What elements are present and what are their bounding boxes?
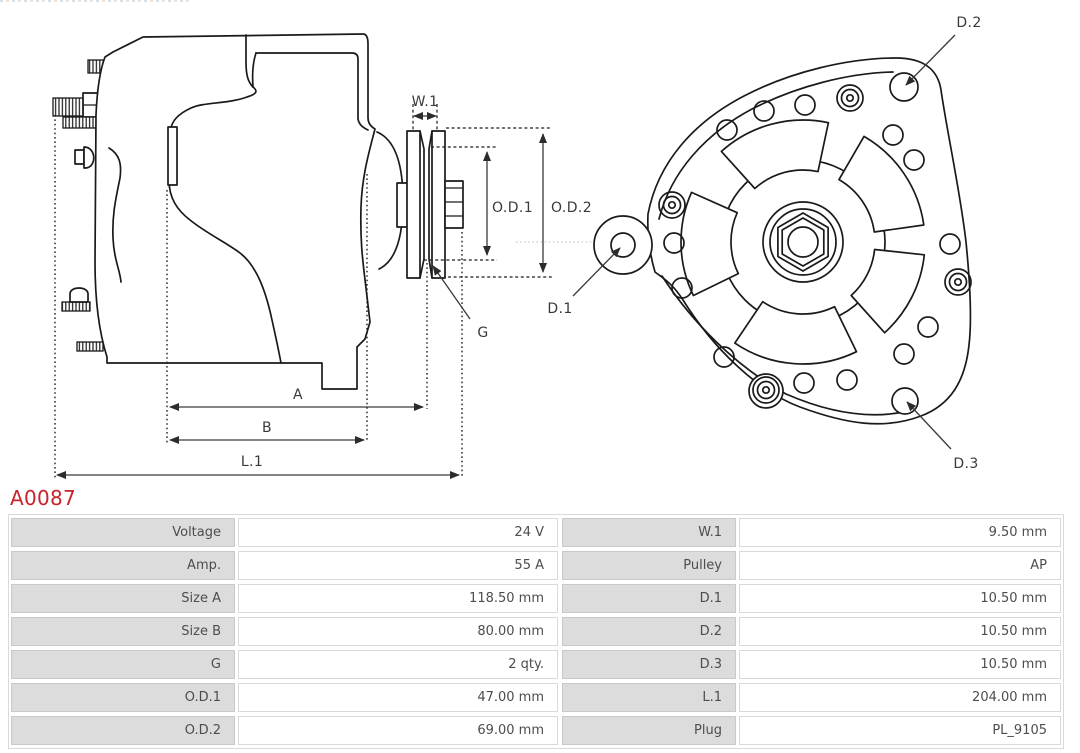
terminal-stud-bottom — [77, 342, 103, 351]
spec-value: 10.50 mm — [739, 584, 1061, 613]
alternator-side-view — [53, 34, 601, 478]
terminal-stud-lower — [62, 302, 90, 311]
dim-label-od1: O.D.1 — [492, 200, 534, 216]
shaft-nut — [763, 202, 843, 282]
dim-label-d2: D.2 — [956, 15, 982, 31]
spec-label: G — [11, 650, 235, 679]
spec-label: Size A — [11, 584, 235, 613]
table-row — [11, 683, 1061, 712]
dim-label-b: B — [261, 420, 273, 436]
spec-label: D.3 — [562, 650, 736, 679]
spec-label: Pulley — [562, 551, 736, 580]
spec-value: 2 qty. — [238, 650, 558, 679]
alternator-rear-view — [547, 15, 981, 472]
spec-label: Amp. — [11, 551, 235, 580]
alternator-body-outline — [95, 34, 375, 389]
spec-label: Plug — [562, 716, 736, 745]
mounting-pad — [168, 127, 177, 185]
terminal-stud-b-plus — [53, 98, 83, 116]
dim-label-d1: D.1 — [547, 301, 573, 317]
spec-value: 80.00 mm — [238, 617, 558, 646]
spec-label: D.1 — [562, 584, 736, 613]
spec-table — [8, 514, 1064, 749]
table-row — [11, 617, 1061, 646]
table-row — [11, 551, 1061, 580]
spec-label: Voltage — [11, 518, 235, 547]
spec-value: AP — [739, 551, 1061, 580]
dim-label-od2: O.D.2 — [551, 200, 593, 216]
dim-label-w1: W.1 — [411, 94, 439, 110]
spec-value: 10.50 mm — [739, 617, 1061, 646]
dim-label-l1: L.1 — [240, 454, 264, 470]
spec-value: 69.00 mm — [238, 716, 558, 745]
spec-label: W.1 — [562, 518, 736, 547]
leader-g — [433, 266, 470, 319]
dim-label-g: G — [477, 325, 489, 341]
spec-label: Size B — [11, 617, 235, 646]
dim-label-a: A — [293, 387, 303, 403]
spec-label: L.1 — [562, 683, 736, 712]
spec-value: 9.50 mm — [739, 518, 1061, 547]
part-number: A0087 — [10, 486, 77, 510]
spec-value: 118.50 mm — [238, 584, 558, 613]
table-row — [11, 584, 1061, 613]
spec-value: 47.00 mm — [238, 683, 558, 712]
dim-label-d3: D.3 — [953, 456, 979, 472]
spec-value: 10.50 mm — [739, 650, 1061, 679]
pulley — [407, 131, 463, 278]
spec-label: D.2 — [562, 617, 736, 646]
spec-value: PL_9105 — [739, 716, 1061, 745]
spec-label: O.D.1 — [11, 683, 235, 712]
spec-label: O.D.2 — [11, 716, 235, 745]
spec-value: 24 V — [238, 518, 558, 547]
table-row — [11, 650, 1061, 679]
spec-value: 204.00 mm — [739, 683, 1061, 712]
table-row — [11, 716, 1061, 745]
spec-value: 55 A — [238, 551, 558, 580]
table-row — [11, 518, 1061, 547]
